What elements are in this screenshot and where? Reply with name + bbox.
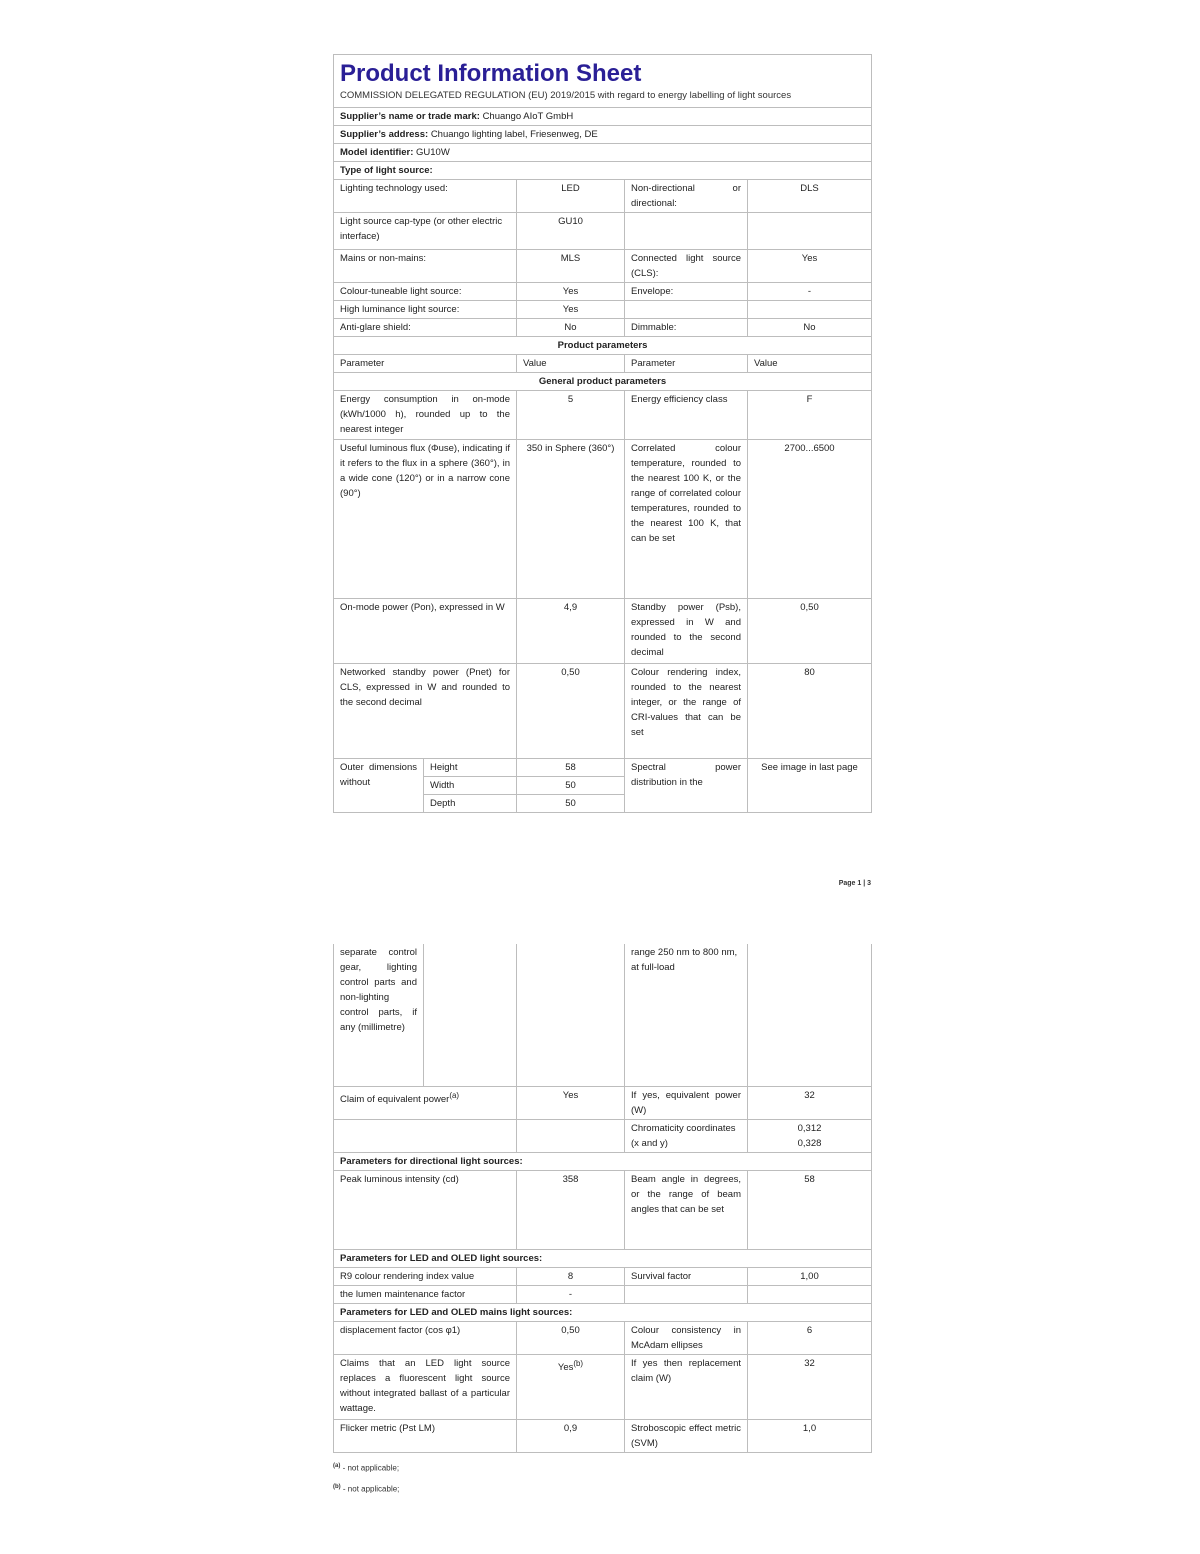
param-value: 5 [517, 391, 625, 440]
directional-heading: Parameters for directional light sources: [334, 1153, 872, 1171]
address-row [334, 126, 872, 144]
dimension-value: 58 [517, 759, 625, 777]
param-value: 80 [748, 664, 872, 759]
page-title: Product Information Sheet [340, 60, 642, 87]
table-row [334, 213, 872, 250]
column-header: Parameter [334, 355, 517, 373]
param-label: Correlated colour temperature, rounded to the nearest 100 K, or the range of correlated colour temperatures, rounded to the nearest 100 K, that can be set [625, 440, 748, 599]
type-value: LED [517, 180, 625, 213]
param-label: R9 colour rendering index value [334, 1268, 517, 1286]
param-label: Standby power (Psb), expressed in W and rounded to the second decimal [625, 599, 748, 664]
type-label: Lighting technology used: [334, 180, 517, 213]
table-row [334, 1171, 872, 1250]
param-label: Claims that an LED light source replaces a fluorescent light source without integrated ballast of a particular wattage. [334, 1355, 517, 1420]
product-parameters-heading: Product parameters [334, 337, 872, 355]
footnote-mark: (a) [333, 1463, 341, 1469]
table-row [334, 1355, 872, 1420]
dimensions-label-continued: separate control gear, lighting control parts and non-lighting control parts, if any (millimetre) [334, 944, 424, 1087]
param-value: 32 [748, 1087, 872, 1120]
footnote-mark: (b) [573, 1359, 584, 1368]
param-label: displacement factor (cos φ1) [334, 1322, 517, 1355]
model-row [334, 144, 872, 162]
table-row [334, 440, 872, 599]
supplier-row [334, 108, 872, 126]
page-1 [333, 54, 871, 887]
type-value: No [517, 319, 625, 337]
type-label: Dimmable: [625, 319, 748, 337]
type-value [748, 213, 872, 250]
param-value: Yes [517, 1087, 625, 1120]
table-row [334, 664, 872, 759]
param-label [625, 1286, 748, 1304]
param-label: If yes then replacement claim (W) [625, 1355, 748, 1420]
spd-label-continued: range 250 nm to 800 nm, at full-load [625, 944, 748, 1087]
param-label: Energy efficiency class [625, 391, 748, 440]
type-value: Yes [517, 301, 625, 319]
dimension-label: Depth [424, 795, 517, 813]
param-value [748, 1286, 872, 1304]
param-value: 1,00 [748, 1268, 872, 1286]
type-value: No [748, 319, 872, 337]
type-value [748, 301, 872, 319]
param-label: If yes, equivalent power (W) [625, 1087, 748, 1120]
type-label: Non-directional or directional: [625, 180, 748, 213]
type-label [625, 301, 748, 319]
supplier-value: Chuango AIoT GmbH [482, 111, 574, 122]
address-label: Supplier’s address: [340, 129, 429, 140]
type-value: Yes [748, 250, 872, 283]
param-value: 0,50 [748, 599, 872, 664]
param-value: F [748, 391, 872, 440]
type-label: Envelope: [625, 283, 748, 301]
table-row [334, 1420, 872, 1453]
param-label: On-mode power (Pon), expressed in W [334, 599, 517, 664]
param-value: 1,0 [748, 1420, 872, 1453]
footnote-mark: (b) [333, 1483, 341, 1490]
chromaticity-y: 0,328 [797, 1138, 822, 1149]
param-value: 0,50 [517, 664, 625, 759]
table-row [334, 1120, 872, 1153]
chromaticity-value [748, 1120, 872, 1153]
page-2 [333, 944, 871, 1498]
empty-cell [748, 944, 872, 1087]
column-header: Value [517, 355, 625, 373]
spd-value: See image in last page [748, 759, 872, 813]
type-value: Yes [517, 283, 625, 301]
table-row [334, 599, 872, 664]
address-value: Chuango lighting label, Friesenweg, DE [430, 129, 598, 140]
table-row [334, 283, 872, 301]
model-label: Model identifier: [340, 147, 414, 158]
param-value: 2700...6500 [748, 440, 872, 599]
param-value: 32 [748, 1355, 872, 1420]
claim-value: Yes [557, 1362, 574, 1374]
table-row [334, 1268, 872, 1286]
param-label: Chromaticity coordinates (x and y) [625, 1120, 748, 1153]
table-row [334, 319, 872, 337]
table-row [334, 250, 872, 283]
footnote [333, 1457, 871, 1478]
dimension-label: Width [424, 777, 517, 795]
type-label: Mains or non-mains: [334, 250, 517, 283]
param-label: Energy consumption in on-mode (kWh/1000 h), rounded up to the nearest integer [334, 391, 517, 440]
param-label: Flicker metric (Pst LM) [334, 1420, 517, 1453]
dimensions-label: Outer dimensions without [334, 759, 424, 813]
general-parameters-heading: General product parameters [334, 373, 872, 391]
dimension-value: 50 [517, 777, 625, 795]
table-row [334, 944, 872, 1087]
type-label: High luminance light source: [334, 301, 517, 319]
dimension-label: Height [424, 759, 517, 777]
type-label: Connected light source (CLS): [625, 250, 748, 283]
type-value: - [748, 283, 872, 301]
empty-cell [334, 1120, 517, 1153]
param-value [517, 1355, 625, 1420]
table-row [334, 391, 872, 440]
type-label: Light source cap-type (or other electric interface) [334, 213, 517, 250]
type-value: GU10 [517, 213, 625, 250]
footnote-text: - not applicable; [342, 1463, 400, 1473]
chromaticity-x: 0,312 [797, 1123, 822, 1134]
param-header-row [334, 355, 872, 373]
param-value: 350 in Sphere (360°) [517, 440, 625, 599]
table-row [334, 301, 872, 319]
type-heading: Type of light source: [334, 162, 872, 180]
supplier-label: Supplier’s name or trade mark: [340, 111, 480, 122]
param-label: Networked standby power (Pnet) for CLS, expressed in W and rounded to the second decimal [334, 664, 517, 759]
param-label: Peak luminous intensity (cd) [334, 1171, 517, 1250]
regulation-text: COMMISSION DELEGATED REGULATION (EU) 2019/2015 with regard to energy labelling of light sources [340, 90, 792, 101]
footnote [333, 1478, 871, 1499]
table-row [334, 180, 872, 213]
footnote-text: - not applicable; [342, 1484, 400, 1494]
dimension-value: 50 [517, 795, 625, 813]
param-label: Beam angle in degrees, or the range of beam angles that can be set [625, 1171, 748, 1250]
equivalent-power-text: Claim of equivalent power [340, 1094, 450, 1106]
table-row [334, 1322, 872, 1355]
equivalent-power-label [334, 1087, 517, 1120]
param-value: 58 [748, 1171, 872, 1250]
type-label [625, 213, 748, 250]
param-value: 358 [517, 1171, 625, 1250]
mains-heading: Parameters for LED and OLED mains light sources: [334, 1304, 872, 1322]
param-value: 8 [517, 1268, 625, 1286]
param-value: 0,50 [517, 1322, 625, 1355]
table-row [334, 759, 872, 777]
column-header: Parameter [625, 355, 748, 373]
param-label: Useful luminous flux (Φuse), indicating if it refers to the flux in a sphere (360°), in a wide cone (120°) or in a narrow cone (90°) [334, 440, 517, 599]
param-label: the lumen maintenance factor [334, 1286, 517, 1304]
param-label: Survival factor [625, 1268, 748, 1286]
empty-cell [517, 1120, 625, 1153]
param-label: Colour consistency in McAdam ellipses [625, 1322, 748, 1355]
param-label: Colour rendering index, rounded to the nearest integer, or the range of CRI-values that can be set [625, 664, 748, 759]
spd-label: Spectral power distribution in the [625, 759, 748, 813]
table-row [334, 1087, 872, 1120]
type-value: MLS [517, 250, 625, 283]
param-label: Stroboscopic effect metric (SVM) [625, 1420, 748, 1453]
model-value: GU10W [416, 147, 450, 158]
type-label: Colour-tuneable light source: [334, 283, 517, 301]
led-heading: Parameters for LED and OLED light sources: [334, 1250, 872, 1268]
info-table-page-2 [333, 944, 872, 1453]
type-value: DLS [748, 180, 872, 213]
param-value: 6 [748, 1322, 872, 1355]
param-value: 0,9 [517, 1420, 625, 1453]
column-header: Value [748, 355, 872, 373]
type-label: Anti-glare shield: [334, 319, 517, 337]
page-number: Page 1 | 3 [838, 880, 871, 887]
param-value: 4,9 [517, 599, 625, 664]
empty-cell [517, 944, 625, 1087]
footnote-mark: (a) [449, 1091, 459, 1100]
param-value: - [517, 1286, 625, 1304]
footnotes [333, 1457, 871, 1498]
info-table-page-1 [333, 54, 872, 813]
table-row [334, 1286, 872, 1304]
empty-cell [424, 944, 517, 1087]
